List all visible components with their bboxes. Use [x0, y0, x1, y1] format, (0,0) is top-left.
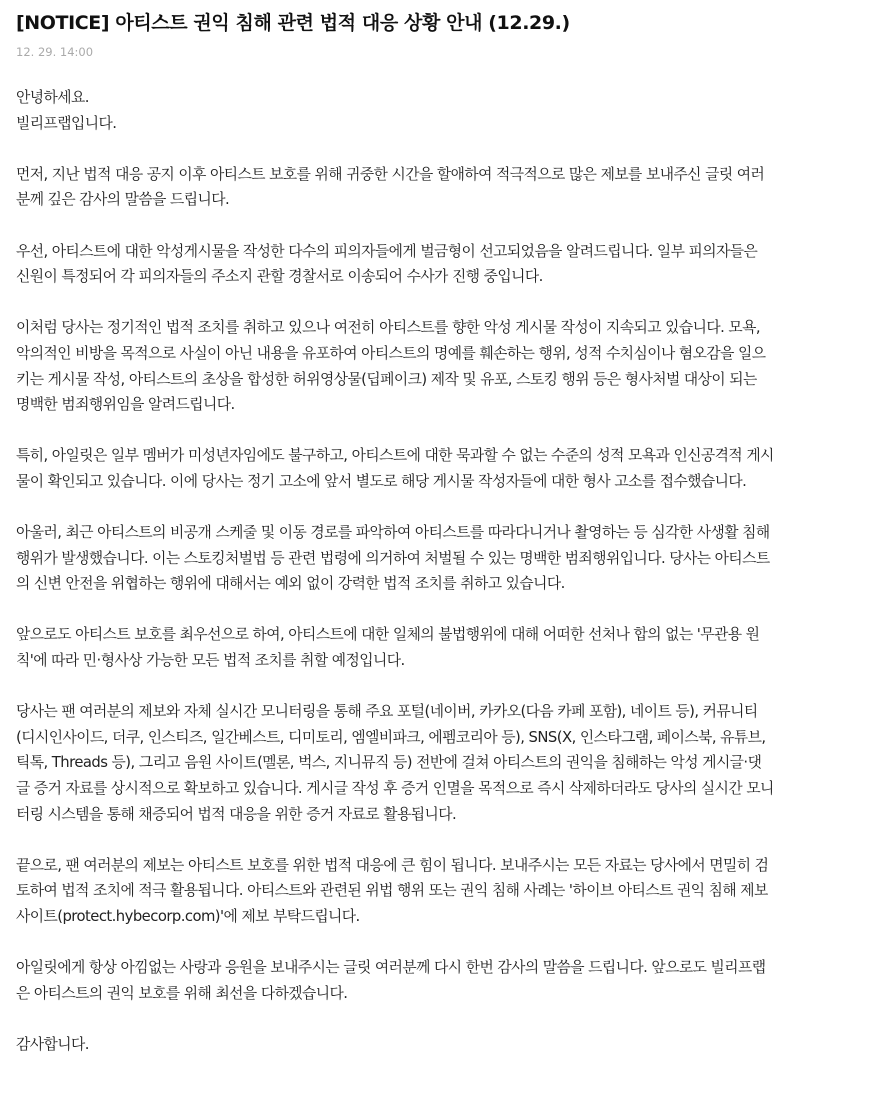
- paragraph-line: 이처럼 당사는 정기적인 법적 조치를 취하고 있으나 여전히 아티스트를 향한 악성 게시물 작성이 지속되고 있습니다. 모욕,: [16, 319, 761, 337]
- paragraph-line: 칙'에 따라 민·형사상 가능한 모든 법적 조치를 취할 예정입니다.: [16, 652, 405, 670]
- notice-paragraph: [16, 315, 855, 417]
- notice-body: [16, 85, 855, 1058]
- notice-paragraph: [16, 699, 855, 827]
- paragraph-line: 끝으로, 팬 여러분의 제보는 아티스트 보호를 위한 법적 대응에 큰 힘이 됩니다. 보내주시는 모든 자료는 당사에서 면밀히 검: [16, 856, 769, 874]
- paragraph-line: 명백한 범죄행위임을 알려드립니다.: [16, 396, 235, 414]
- paragraph-line: 앞으로도 아티스트 보호를 최우선으로 하여, 아티스트에 대한 일체의 불법행위에 대해 어떠한 선처나 합의 없는 '무관용 원: [16, 626, 760, 644]
- paragraph-line: 터링 시스템을 통해 채증되어 법적 대응을 위한 증거 자료로 활용됩니다.: [16, 805, 457, 823]
- paragraph-line: 행위가 발생했습니다. 이는 스토킹처벌법 등 관련 법령에 의거하여 처벌될 수 있는 명백한 범죄행위입니다. 당사는 아티스트: [16, 549, 770, 567]
- paragraph-line: 당사는 팬 여러분의 제보와 자체 실시간 모니터링을 통해 주요 포털(네이버, 카카오(다음 카페 포함), 네이트 등), 커뮤니티: [16, 703, 758, 721]
- notice-paragraph: [16, 853, 855, 930]
- paragraph-line: (디시인사이드, 더쿠, 인스티즈, 일간베스트, 디미토리, 엠엘비파크, 에펨코리아 등), SNS(X, 인스타그램, 페이스북, 유튜브,: [16, 728, 766, 746]
- notice-date: 12. 29. 14:00: [16, 45, 94, 59]
- notice-paragraph: [16, 443, 855, 494]
- paragraph-line: 아울러, 최근 아티스트의 비공개 스케줄 및 이동 경로를 파악하여 아티스트를 따라다니거나 촬영하는 등 심각한 사생활 침해: [16, 524, 770, 542]
- paragraph-line: 사이트(protect.hybecorp.com)'에 제보 부탁드립니다.: [16, 908, 360, 925]
- paragraph-line: 신원이 특정되어 각 피의자들의 주소지 관할 경찰서로 이송되어 수사가 진행 중입니다.: [16, 268, 543, 286]
- notice-title: [NOTICE] 아티스트 권익 침해 관련 법적 대응 상황 안내 (12.29.): [16, 12, 570, 34]
- paragraph-line: 우선, 아티스트에 대한 악성게시물을 작성한 다수의 피의자들에게 벌금형이 선고되었음을 알려드립니다. 일부 피의자들은: [16, 242, 758, 260]
- paragraph-line: 빌리프랩입니다.: [16, 114, 117, 132]
- paragraph-line: 물이 확인되고 있습니다. 이에 당사는 정기 고소에 앞서 별도로 해당 게시물 작성자들에 대한 형사 고소를 접수했습니다.: [16, 472, 747, 490]
- paragraph-line: 분께 깊은 감사의 말씀을 드립니다.: [16, 191, 230, 209]
- paragraph-line: 의 신변 안전을 위협하는 행위에 대해서는 예외 없이 강력한 법적 조치를 취하고 있습니다.: [16, 575, 565, 593]
- paragraph-line: 특히, 아일릿은 일부 멤버가 미성년자임에도 불구하고, 아티스트에 대한 묵과할 수 없는 수준의 성적 모욕과 인신공격적 게시: [16, 447, 774, 465]
- notice-paragraph: [16, 955, 855, 1006]
- paragraph-line: 악의적인 비방을 목적으로 사실이 아닌 내용을 유포하여 아티스트의 명예를 훼손하는 행위, 성적 수치심이나 혐오감을 일으: [16, 344, 766, 362]
- notice-paragraph: [16, 162, 855, 213]
- notice-paragraph: [16, 85, 855, 136]
- notice-paragraph: [16, 520, 855, 597]
- paragraph-line: 감사합니다.: [16, 1035, 89, 1053]
- paragraph-line: 안녕하세요.: [16, 89, 89, 106]
- notice-paragraph: [16, 622, 855, 673]
- notice-paragraph: [16, 1032, 855, 1058]
- paragraph-line: 은 아티스트의 권익 보호를 위해 최선을 다하겠습니다.: [16, 984, 348, 1002]
- notice-paragraph: [16, 239, 855, 290]
- paragraph-line: 글 증거 자료를 상시적으로 확보하고 있습니다. 게시글 작성 후 증거 인멸을 목적으로 즉시 삭제하더라도 당사의 실시간 모니: [16, 780, 774, 798]
- paragraph-line: 아일릿에게 항상 아낌없는 사랑과 응원을 보내주시는 글릿 여러분께 다시 한번 감사의 말씀을 드립니다. 앞으로도 빌리프랩: [16, 959, 766, 977]
- paragraph-line: 틱톡, Threads 등), 그리고 음원 사이트(멜론, 벅스, 지니뮤직 등) 전반에 걸쳐 아티스트의 권익을 침해하는 악성 게시글·댓: [16, 754, 762, 772]
- paragraph-line: 먼저, 지난 법적 대응 공지 이후 아티스트 보호를 위해 귀중한 시간을 할애하여 적극적으로 많은 제보를 보내주신 글릿 여러: [16, 165, 765, 183]
- paragraph-line: 키는 게시물 작성, 아티스트의 초상을 합성한 허위영상물(딥페이크) 제작 및 유포, 스토킹 행위 등은 형사처벌 대상이 되는: [16, 370, 757, 388]
- paragraph-line: 토하여 법적 조치에 적극 활용됩니다. 아티스트와 관련된 위법 행위 또는 권익 침해 사례는 '하이브 아티스트 권익 침해 제보: [16, 882, 768, 900]
